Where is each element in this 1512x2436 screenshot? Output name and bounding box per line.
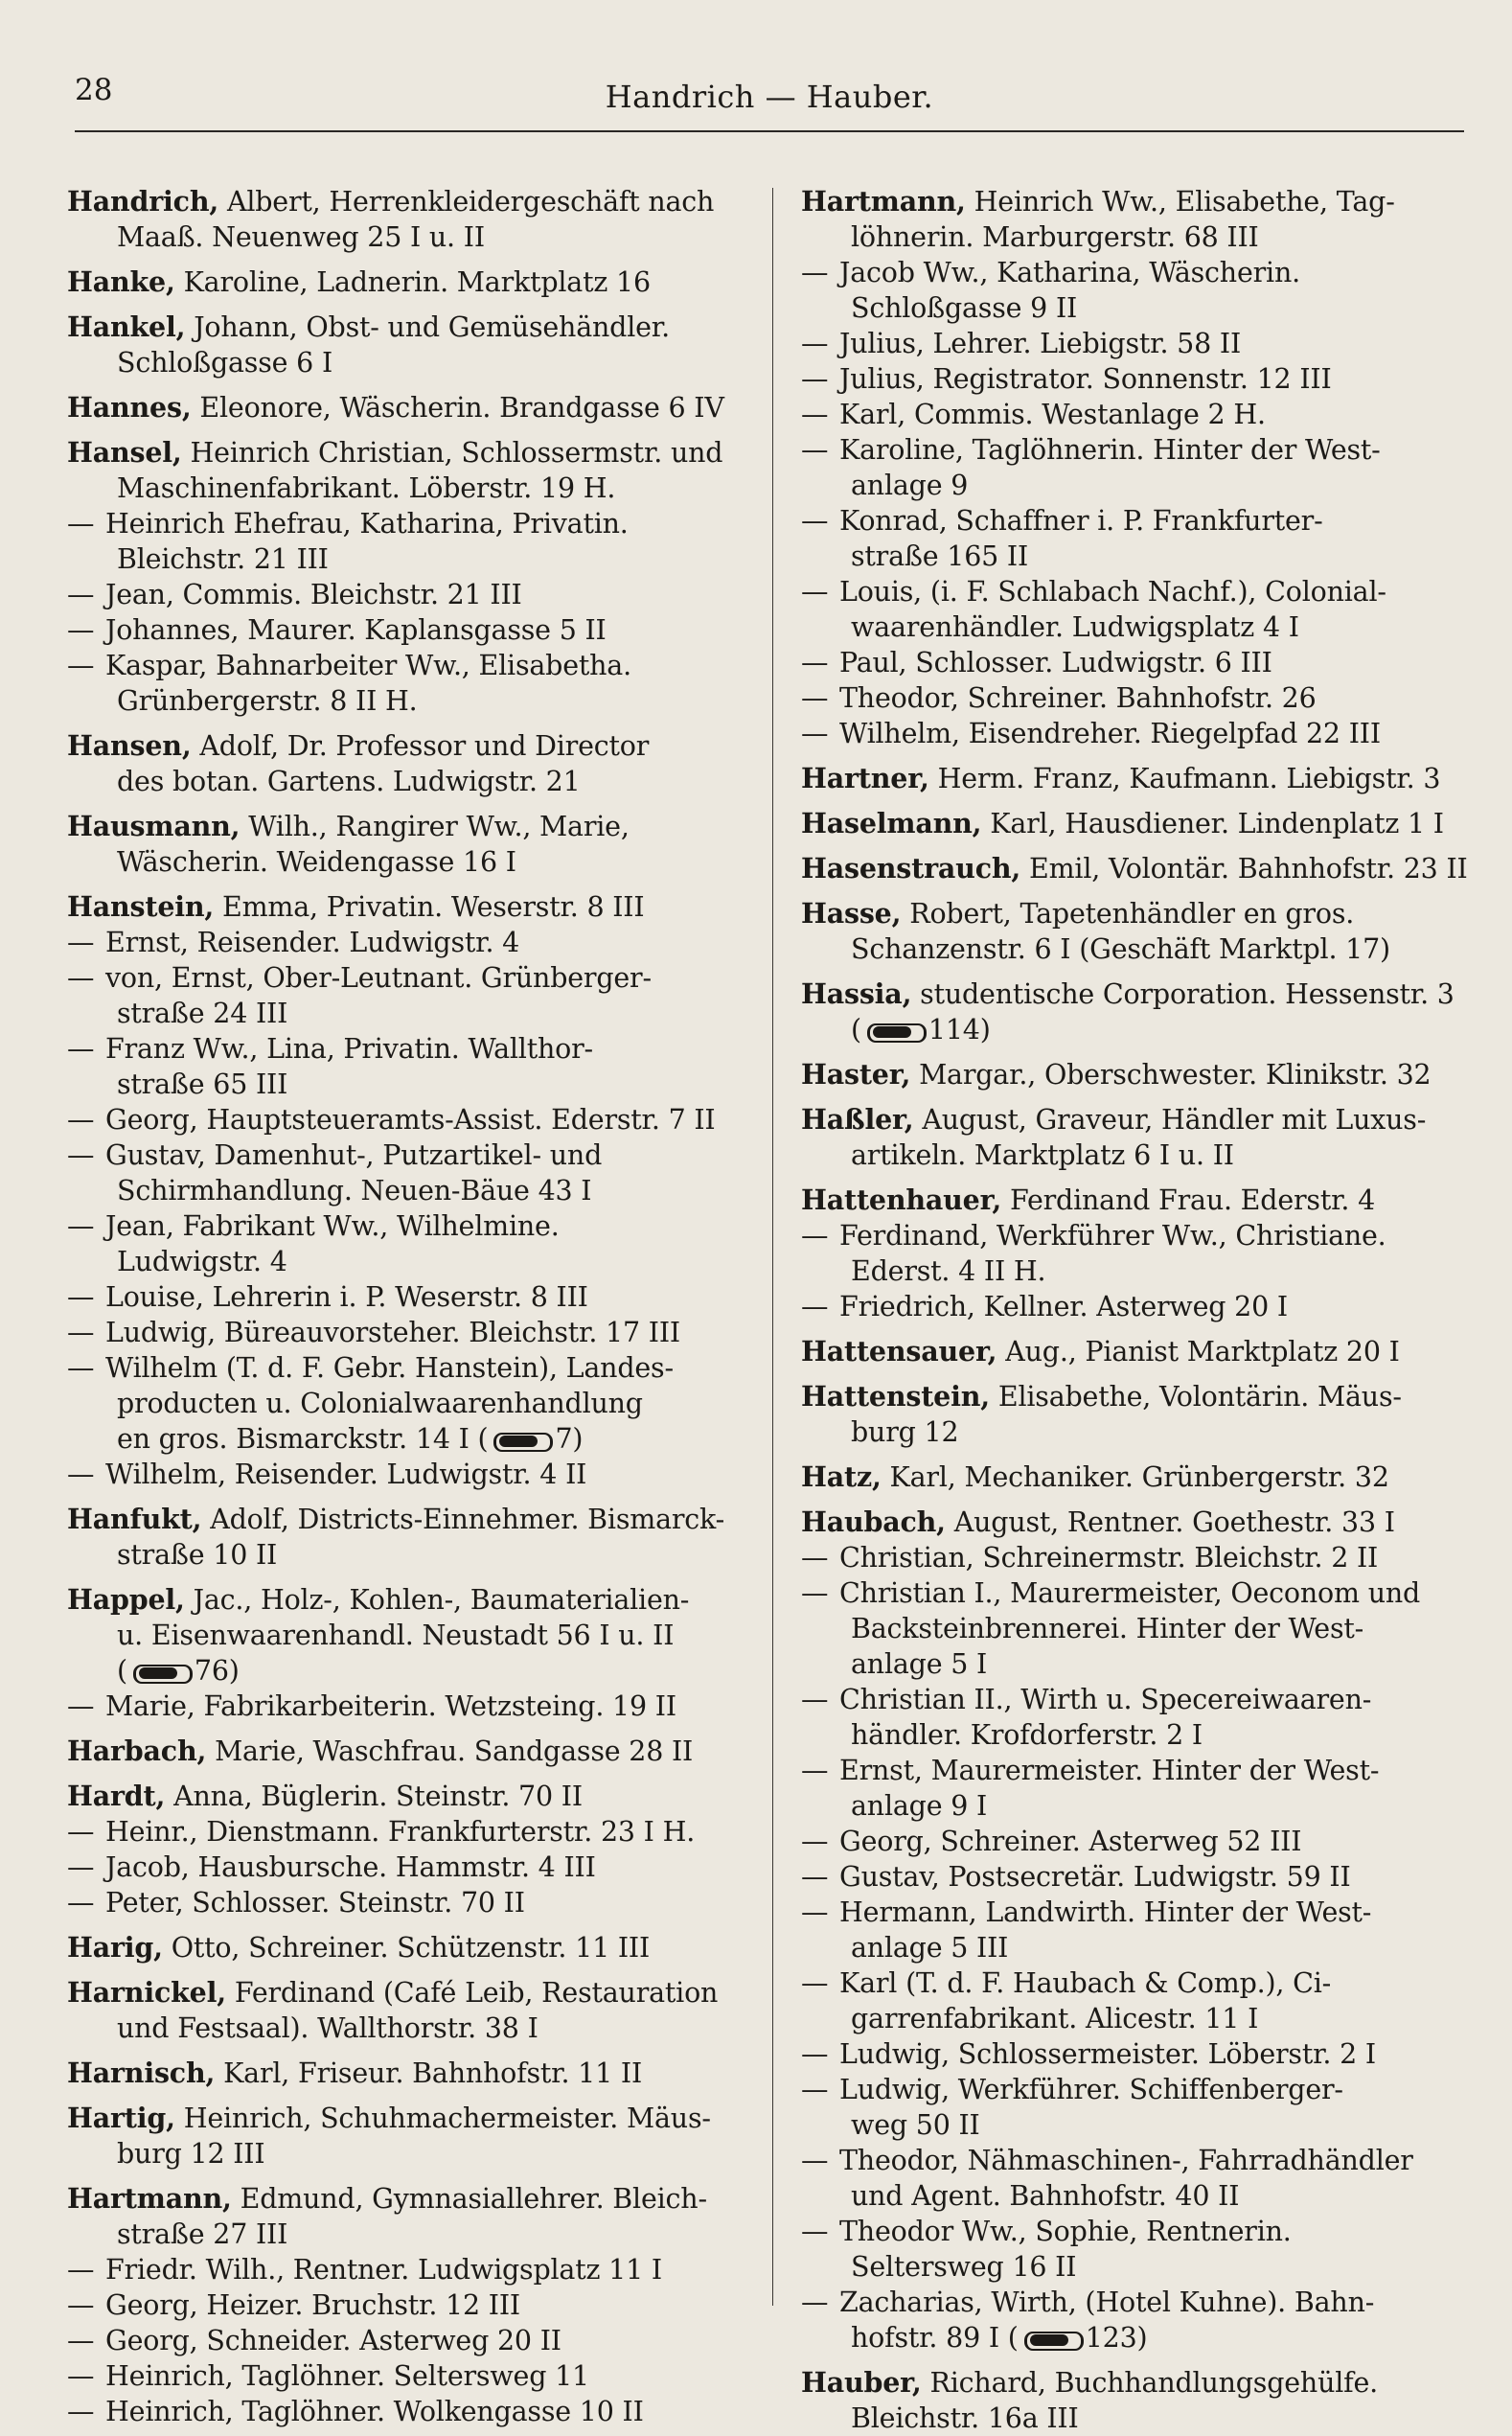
directory-entry bbox=[801, 1895, 1472, 1965]
surname: Hausmann, bbox=[67, 810, 241, 842]
entry-continuation: löhnerin. Marburgerstr. 68 III bbox=[851, 221, 1259, 253]
directory-entry bbox=[67, 1138, 757, 1208]
directory-entry bbox=[801, 2072, 1472, 2143]
directory-entry bbox=[801, 574, 1472, 645]
entry-continuation: Seltersweg 16 II bbox=[851, 2251, 1077, 2283]
entry-line: — Karoline, Taglöhnerin. Hinter der West- bbox=[801, 434, 1381, 466]
directory-entry bbox=[67, 264, 757, 300]
entry-line: — Gustav, Postsecretär. Ludwigstr. 59 II bbox=[801, 1861, 1351, 1893]
surname: Hasse, bbox=[801, 897, 902, 930]
directory-entry bbox=[67, 2252, 757, 2287]
surname: Hardt, bbox=[67, 1780, 166, 1812]
entry-line: Haster, Margar., Oberschwester. Klinikstr. 32 bbox=[801, 1058, 1432, 1091]
directory-entry bbox=[67, 960, 757, 1031]
directory-entry bbox=[67, 435, 757, 506]
surname: Hartner, bbox=[801, 762, 929, 794]
entry-line: Happel, Jac., Holz-, Kohlen-, Baumaterialien- bbox=[67, 1583, 690, 1616]
entry-line: — Ernst, Maurermeister. Hinter der West- bbox=[801, 1755, 1380, 1786]
entry-line: Hanfukt, Adolf, Districts-Einnehmer. Bismarck- bbox=[67, 1503, 725, 1535]
directory-entry bbox=[801, 1183, 1472, 1218]
telephone-icon bbox=[133, 1665, 189, 1682]
entry-continuation: ( 114) bbox=[851, 1014, 991, 1046]
directory-entry bbox=[67, 1850, 757, 1885]
entry-continuation: ( 76) bbox=[117, 1655, 240, 1687]
entry-line: Hartner, Herm. Franz, Kaufmann. Liebigstr. 3 bbox=[801, 762, 1441, 794]
entry-line: — von, Ernst, Ober-Leutnant. Grünberger- bbox=[67, 962, 652, 994]
directory-entry bbox=[801, 2036, 1472, 2072]
surname: Handrich, bbox=[67, 185, 219, 218]
page-header bbox=[75, 73, 1464, 132]
surname: Haselmann, bbox=[801, 807, 982, 839]
directory-entry bbox=[801, 432, 1472, 503]
surname: Hattenstein, bbox=[801, 1380, 990, 1413]
directory-entry bbox=[801, 255, 1472, 326]
repeat-dash: — bbox=[67, 1104, 95, 1136]
entry-line: — Wilhelm, Eisendreher. Riegelpfad 22 III bbox=[801, 718, 1381, 749]
entry-line: — Georg, Heizer. Bruchstr. 12 III bbox=[67, 2289, 520, 2321]
surname: Hattensauer, bbox=[801, 1335, 997, 1367]
entry-line: — Konrad, Schaffner i. P. Frankfurter- bbox=[801, 505, 1323, 537]
surname: Haster, bbox=[801, 1058, 911, 1091]
entry-continuation: Ederst. 4 II H. bbox=[851, 1255, 1046, 1287]
directory-entry bbox=[67, 728, 757, 799]
telephone-icon bbox=[493, 1433, 549, 1450]
repeat-dash: — bbox=[67, 1459, 95, 1490]
entry-continuation: hofstr. 89 I ( 123) bbox=[851, 2322, 1148, 2354]
directory-entry bbox=[67, 1689, 757, 1724]
directory-entry bbox=[67, 1502, 757, 1573]
repeat-dash: — bbox=[801, 2287, 829, 2318]
entry-line: Harnickel, Ferdinand (Café Leib, Restauration bbox=[67, 1976, 719, 2009]
entry-continuation: Grünbergerstr. 8 II H. bbox=[117, 685, 418, 717]
directory-entry bbox=[801, 1575, 1472, 1682]
entry-line: Hauber, Richard, Buchhandlungsgehülfe. bbox=[801, 2366, 1379, 2399]
surname: Hartmann, bbox=[67, 2182, 232, 2215]
repeat-dash: — bbox=[67, 650, 95, 681]
repeat-dash: — bbox=[801, 2038, 829, 2070]
entry-line: Haselmann, Karl, Hausdiener. Lindenplatz 1 I bbox=[801, 807, 1444, 839]
surname: Haubach, bbox=[801, 1505, 946, 1538]
directory-entry bbox=[67, 2181, 757, 2252]
directory-entry bbox=[67, 1930, 757, 1965]
directory-entry bbox=[801, 1859, 1472, 1895]
directory-entry bbox=[801, 645, 1472, 680]
entry-line: Hardt, Anna, Büglerin. Steinstr. 70 II bbox=[67, 1780, 583, 1812]
entry-continuation: weg 50 II bbox=[851, 2109, 980, 2141]
entry-line: Haubach, August, Rentner. Goethestr. 33 I bbox=[801, 1505, 1395, 1538]
entry-line: — Louise, Lehrerin i. P. Weserstr. 8 III bbox=[67, 1281, 588, 1313]
directory-entry bbox=[801, 397, 1472, 432]
surname: Harnickel, bbox=[67, 1976, 226, 2009]
right-column bbox=[801, 184, 1472, 2436]
entry-line: Hasse, Robert, Tapetenhändler en gros. bbox=[801, 897, 1355, 930]
surname: Hanke, bbox=[67, 265, 175, 298]
surname: Hartmann, bbox=[801, 185, 966, 218]
repeat-dash: — bbox=[67, 2289, 95, 2321]
repeat-dash: — bbox=[67, 1816, 95, 1848]
directory-entry bbox=[67, 2287, 757, 2323]
entry-line: Handrich, Albert, Herrenkleidergeschäft nach bbox=[67, 185, 715, 218]
repeat-dash: — bbox=[801, 328, 829, 359]
directory-entry bbox=[67, 184, 757, 255]
entry-line: Haßler, August, Graveur, Händler mit Luxus- bbox=[801, 1103, 1427, 1136]
entry-continuation: Maschinenfabrikant. Löberstr. 19 H. bbox=[117, 472, 616, 504]
repeat-dash: — bbox=[801, 1684, 829, 1715]
repeat-dash: — bbox=[67, 1210, 95, 1242]
directory-entry bbox=[67, 390, 757, 425]
repeat-dash: — bbox=[801, 2216, 829, 2247]
entry-continuation: und Agent. Bahnhofstr. 40 II bbox=[851, 2180, 1240, 2212]
directory-entry bbox=[801, 1965, 1472, 2036]
entry-continuation: anlage 9 I bbox=[851, 1790, 988, 1822]
entry-continuation: Schloßgasse 9 II bbox=[851, 292, 1078, 324]
repeat-dash: — bbox=[801, 576, 829, 608]
repeat-dash: — bbox=[67, 962, 95, 994]
entry-line: — Karl (T. d. F. Haubach & Comp.), Ci- bbox=[801, 1967, 1332, 1999]
directory-entry bbox=[67, 2358, 757, 2394]
surname: Hatz, bbox=[801, 1460, 882, 1493]
directory-entry bbox=[801, 361, 1472, 397]
telephone-icon bbox=[867, 1023, 923, 1041]
entry-continuation: burg 12 III bbox=[117, 2138, 265, 2170]
entry-line: Hatz, Karl, Mechaniker. Grünbergerstr. 32 bbox=[801, 1460, 1389, 1493]
entry-line: — Georg, Hauptsteueramts-Assist. Ederstr. 7 II bbox=[67, 1104, 716, 1136]
entry-continuation: des botan. Gartens. Ludwigstr. 21 bbox=[117, 766, 581, 797]
repeat-dash: — bbox=[801, 434, 829, 466]
page-number: 28 bbox=[75, 73, 113, 107]
entry-continuation: anlage 5 I bbox=[851, 1648, 988, 1680]
directory-entry bbox=[801, 977, 1472, 1047]
directory-entry bbox=[67, 1814, 757, 1850]
entry-line: Harig, Otto, Schreiner. Schützenstr. 11 III bbox=[67, 1931, 651, 1964]
directory-entry bbox=[801, 716, 1472, 751]
repeat-dash: — bbox=[67, 1139, 95, 1171]
entry-line: Hassia, studentische Corporation. Hessenstr. 3 bbox=[801, 977, 1455, 1010]
repeat-dash: — bbox=[67, 2360, 95, 2392]
entry-line: Hansen, Adolf, Dr. Professor und Director bbox=[67, 729, 650, 762]
directory-entry bbox=[67, 2323, 757, 2358]
directory-entry bbox=[801, 1289, 1472, 1324]
repeat-dash: — bbox=[801, 1291, 829, 1322]
entry-line: Harnisch, Karl, Friseur. Bahnhofstr. 11 II bbox=[67, 2057, 643, 2089]
surname: Hannes, bbox=[67, 391, 192, 424]
directory-entry bbox=[801, 806, 1472, 841]
directory-entry bbox=[801, 1682, 1472, 1753]
entry-line: — Marie, Fabrikarbeiterin. Wetzsteing. 19 II bbox=[67, 1690, 676, 1722]
entry-continuation: straße 65 III bbox=[117, 1069, 288, 1100]
directory-entry bbox=[801, 851, 1472, 886]
directory-entry bbox=[67, 2056, 757, 2091]
entry-line: — Christian, Schreinermstr. Bleichstr. 2 II bbox=[801, 1542, 1379, 1574]
surname: Hasenstrauch, bbox=[801, 852, 1021, 885]
repeat-dash: — bbox=[801, 1861, 829, 1893]
directory-entry bbox=[801, 1540, 1472, 1575]
directory-entry bbox=[67, 612, 757, 648]
entry-continuation: Bleichstr. 16a III bbox=[851, 2402, 1079, 2434]
entry-continuation: producten u. Colonialwaarenhandlung bbox=[117, 1388, 643, 1419]
directory-entry bbox=[67, 1582, 757, 1689]
entry-line: Harbach, Marie, Waschfrau. Sandgasse 28 II bbox=[67, 1735, 694, 1767]
entry-line: — Theodor, Schreiner. Bahnhofstr. 26 bbox=[801, 682, 1317, 714]
repeat-dash: — bbox=[67, 1851, 95, 1883]
surname: Haßler, bbox=[801, 1103, 914, 1136]
entry-continuation: Schanzenstr. 6 I (Geschäft Marktpl. 17) bbox=[851, 933, 1390, 965]
entry-line: — Christian I., Maurermeister, Oeconom und bbox=[801, 1577, 1421, 1609]
entry-continuation: garrenfabrikant. Alicestr. 11 I bbox=[851, 2003, 1259, 2034]
entry-line: — Heinr., Dienstmann. Frankfurterstr. 23 I H. bbox=[67, 1816, 696, 1848]
repeat-dash: — bbox=[67, 614, 95, 646]
surname: Happel, bbox=[67, 1583, 185, 1616]
entry-line: — Hermann, Landwirth. Hinter der West- bbox=[801, 1896, 1372, 1928]
entry-line: Hartmann, Heinrich Ww., Elisabethe, Tag- bbox=[801, 185, 1395, 218]
entry-continuation: Bleichstr. 21 III bbox=[117, 543, 329, 575]
entry-continuation: händler. Krofdorferstr. 2 I bbox=[851, 1719, 1203, 1751]
entry-line: Hansel, Heinrich Christian, Schlossermstr. und bbox=[67, 436, 723, 469]
directory-entry bbox=[67, 1975, 757, 2046]
running-head: Handrich — Hauber. bbox=[605, 79, 934, 115]
entry-continuation: Schloßgasse 6 I bbox=[117, 347, 333, 379]
repeat-dash: — bbox=[67, 1690, 95, 1722]
entry-continuation: Backsteinbrennerei. Hinter der West- bbox=[851, 1613, 1364, 1644]
entry-line: — Paul, Schlosser. Ludwigstr. 6 III bbox=[801, 647, 1272, 678]
entry-line: — Jean, Commis. Bleichstr. 21 III bbox=[67, 579, 522, 610]
entry-line: — Ferdinand, Werkführer Ww., Christiane. bbox=[801, 1220, 1386, 1252]
entry-line: — Jean, Fabrikant Ww., Wilhelmine. bbox=[67, 1210, 560, 1242]
directory-entry bbox=[801, 1824, 1472, 1859]
entry-line: — Franz Ww., Lina, Privatin. Wallthor- bbox=[67, 1033, 593, 1065]
repeat-dash: — bbox=[801, 1826, 829, 1857]
entry-continuation: straße 24 III bbox=[117, 998, 288, 1029]
repeat-dash: — bbox=[67, 2254, 95, 2286]
entry-line: — Heinrich, Taglöhner. Wolkengasse 10 II bbox=[67, 2396, 644, 2427]
directory-entry bbox=[801, 680, 1472, 716]
directory-entry bbox=[67, 577, 757, 612]
surname: Harbach, bbox=[67, 1735, 207, 1767]
repeat-dash: — bbox=[801, 1220, 829, 1252]
entry-continuation: burg 12 bbox=[851, 1416, 959, 1448]
entry-continuation: anlage 9 bbox=[851, 470, 969, 501]
entry-line: — Christian II., Wirth u. Specereiwaaren- bbox=[801, 1684, 1372, 1715]
entry-continuation: Maaß. Neuenweg 25 I u. II bbox=[117, 221, 485, 253]
telephone-icon bbox=[1024, 2332, 1080, 2349]
surname: Harig, bbox=[67, 1931, 163, 1964]
entry-line: — Georg, Schreiner. Asterweg 52 III bbox=[801, 1826, 1302, 1857]
repeat-dash: — bbox=[801, 399, 829, 430]
repeat-dash: — bbox=[801, 1967, 829, 1999]
repeat-dash: — bbox=[67, 1281, 95, 1313]
surname: Hanstein, bbox=[67, 890, 215, 923]
directory-entry bbox=[67, 1102, 757, 1138]
repeat-dash: — bbox=[801, 1896, 829, 1928]
entry-line: Hattensauer, Aug., Pianist Marktplatz 20 I bbox=[801, 1335, 1400, 1367]
entry-line: Hattenstein, Elisabethe, Volontärin. Mäus- bbox=[801, 1380, 1402, 1413]
entry-line: — Ernst, Reisender. Ludwigstr. 4 bbox=[67, 927, 520, 958]
column-divider bbox=[772, 188, 773, 2306]
entry-line: — Theodor Ww., Sophie, Rentnerin. bbox=[801, 2216, 1292, 2247]
directory-entry bbox=[801, 1753, 1472, 1824]
directory-entry bbox=[801, 326, 1472, 361]
repeat-dash: — bbox=[801, 257, 829, 288]
repeat-dash: — bbox=[67, 927, 95, 958]
entry-line: — Wilhelm (T. d. F. Gebr. Hanstein), Landes- bbox=[67, 1352, 674, 1384]
entry-line: — Georg, Schneider. Asterweg 20 II bbox=[67, 2325, 561, 2356]
directory-entry bbox=[67, 809, 757, 880]
directory-entry bbox=[67, 1779, 757, 1814]
entry-line: — Louis, (i. F. Schlabach Nachf.), Colonial- bbox=[801, 576, 1386, 608]
directory-entry bbox=[801, 1505, 1472, 1540]
entry-line: — Zacharias, Wirth, (Hotel Kuhne). Bahn- bbox=[801, 2287, 1375, 2318]
entry-continuation: Ludwigstr. 4 bbox=[117, 1246, 287, 1277]
entry-line: Hanke, Karoline, Ladnerin. Marktplatz 16 bbox=[67, 265, 651, 298]
directory-entry bbox=[67, 1457, 757, 1492]
entry-line: — Jacob, Hausbursche. Hammstr. 4 III bbox=[67, 1851, 596, 1883]
repeat-dash: — bbox=[67, 1887, 95, 1919]
entry-continuation: waarenhändler. Ludwigsplatz 4 I bbox=[851, 611, 1299, 643]
surname: Hattenhauer, bbox=[801, 1184, 1002, 1216]
directory-entry bbox=[801, 2143, 1472, 2214]
entry-line: — Gustav, Damenhut-, Putzartikel- und bbox=[67, 1139, 603, 1171]
entry-line: — Heinrich Ehefrau, Katharina, Privatin. bbox=[67, 508, 629, 540]
repeat-dash: — bbox=[67, 579, 95, 610]
directory-entry bbox=[801, 761, 1472, 796]
surname: Hansel, bbox=[67, 436, 182, 469]
directory-entry bbox=[67, 310, 757, 380]
entry-continuation: anlage 5 III bbox=[851, 1932, 1009, 1964]
directory-entry bbox=[801, 2365, 1472, 2436]
entry-line: Hattenhauer, Ferdinand Frau. Ederstr. 4 bbox=[801, 1184, 1376, 1216]
directory-entry bbox=[801, 1057, 1472, 1092]
repeat-dash: — bbox=[67, 2396, 95, 2427]
entry-continuation: Wäscherin. Weidengasse 16 I bbox=[117, 846, 516, 878]
repeat-dash: — bbox=[67, 2325, 95, 2356]
directory-entry bbox=[801, 184, 1472, 255]
directory-entry bbox=[67, 1885, 757, 1920]
repeat-dash: — bbox=[801, 647, 829, 678]
entry-line: — Peter, Schlosser. Steinstr. 70 II bbox=[67, 1887, 525, 1919]
entry-line: — Ludwig, Büreauvorsteher. Bleichstr. 17 III bbox=[67, 1317, 680, 1348]
repeat-dash: — bbox=[801, 1542, 829, 1574]
directory-entry bbox=[67, 506, 757, 577]
repeat-dash: — bbox=[67, 1352, 95, 1384]
directory-entry bbox=[801, 2214, 1472, 2285]
entry-line: — Kaspar, Bahnarbeiter Ww., Elisabetha. bbox=[67, 650, 631, 681]
entry-line: Hausmann, Wilh., Rangirer Ww., Marie, bbox=[67, 810, 630, 842]
entry-continuation: en gros. Bismarckstr. 14 I ( 7) bbox=[117, 1423, 584, 1455]
directory-entry bbox=[801, 2285, 1472, 2356]
entry-line: — Jacob Ww., Katharina, Wäscherin. bbox=[801, 257, 1300, 288]
entry-line: — Karl, Commis. Westanlage 2 H. bbox=[801, 399, 1266, 430]
directory-entry bbox=[801, 1218, 1472, 1289]
repeat-dash: — bbox=[801, 2145, 829, 2176]
directory-entry bbox=[67, 1315, 757, 1350]
surname: Hansen, bbox=[67, 729, 192, 762]
directory-entry bbox=[67, 1279, 757, 1315]
entry-line: Hartig, Heinrich, Schuhmachermeister. Mäus- bbox=[67, 2102, 711, 2134]
directory-entry bbox=[801, 503, 1472, 574]
entry-continuation: artikeln. Marktplatz 6 I u. II bbox=[851, 1139, 1234, 1171]
left-column bbox=[67, 184, 757, 2429]
entry-line: — Friedr. Wilh., Rentner. Ludwigsplatz 11 I bbox=[67, 2254, 662, 2286]
entry-line: — Julius, Registrator. Sonnenstr. 12 III bbox=[801, 363, 1332, 395]
entry-line: Hartmann, Edmund, Gymnasiallehrer. Bleich- bbox=[67, 2182, 707, 2215]
entry-line: — Julius, Lehrer. Liebigstr. 58 II bbox=[801, 328, 1241, 359]
entry-continuation: u. Eisenwaarenhandl. Neustadt 56 I u. II bbox=[117, 1620, 675, 1651]
entry-line: — Johannes, Maurer. Kaplansgasse 5 II bbox=[67, 614, 607, 646]
repeat-dash: — bbox=[67, 508, 95, 540]
repeat-dash: — bbox=[801, 682, 829, 714]
repeat-dash: — bbox=[67, 1317, 95, 1348]
directory-entry bbox=[67, 648, 757, 719]
directory-entry bbox=[801, 1459, 1472, 1495]
directory-entry bbox=[67, 1350, 757, 1457]
directory-entry bbox=[801, 896, 1472, 967]
entry-line: Hasenstrauch, Emil, Volontär. Bahnhofstr. 23 II bbox=[801, 852, 1468, 885]
directory-entry bbox=[801, 1102, 1472, 1173]
entry-line: — Wilhelm, Reisender. Ludwigstr. 4 II bbox=[67, 1459, 587, 1490]
entry-line: Hanstein, Emma, Privatin. Weserstr. 8 III bbox=[67, 890, 645, 923]
entry-line: Hannes, Eleonore, Wäscherin. Brandgasse 6 IV bbox=[67, 391, 724, 424]
directory-entry bbox=[67, 889, 757, 925]
directory-entry bbox=[67, 925, 757, 960]
entry-continuation: straße 10 II bbox=[117, 1539, 278, 1571]
repeat-dash: — bbox=[801, 1755, 829, 1786]
entry-continuation: Schirmhandlung. Neuen-Bäue 43 I bbox=[117, 1175, 592, 1207]
entry-line: Hankel, Johann, Obst- und Gemüsehändler. bbox=[67, 310, 670, 343]
entry-line: — Ludwig, Schlossermeister. Löberstr. 2 I bbox=[801, 2038, 1376, 2070]
directory-entry bbox=[67, 2394, 757, 2429]
directory-entry bbox=[801, 1379, 1472, 1450]
directory-entry bbox=[67, 1734, 757, 1769]
repeat-dash: — bbox=[67, 1033, 95, 1065]
directory-entry bbox=[801, 1334, 1472, 1369]
repeat-dash: — bbox=[801, 718, 829, 749]
entry-line: — Ludwig, Werkführer. Schiffenberger- bbox=[801, 2074, 1343, 2105]
surname: Hanfukt, bbox=[67, 1503, 202, 1535]
directory-entry bbox=[67, 1031, 757, 1102]
surname: Hartig, bbox=[67, 2102, 175, 2134]
surname: Hassia, bbox=[801, 977, 912, 1010]
surname: Hankel, bbox=[67, 310, 186, 343]
surname: Harnisch, bbox=[67, 2057, 216, 2089]
repeat-dash: — bbox=[801, 1577, 829, 1609]
repeat-dash: — bbox=[801, 2074, 829, 2105]
repeat-dash: — bbox=[801, 505, 829, 537]
entry-continuation: und Festsaal). Wallthorstr. 38 I bbox=[117, 2012, 538, 2044]
entry-continuation: straße 27 III bbox=[117, 2218, 288, 2250]
entry-line: — Theodor, Nähmaschinen-, Fahrradhändler bbox=[801, 2145, 1413, 2176]
directory-entry bbox=[67, 1208, 757, 1279]
directory-entry bbox=[67, 2101, 757, 2172]
repeat-dash: — bbox=[801, 363, 829, 395]
entry-line: — Heinrich, Taglöhner. Seltersweg 11 bbox=[67, 2360, 589, 2392]
entry-line: — Friedrich, Kellner. Asterweg 20 I bbox=[801, 1291, 1288, 1322]
entry-continuation: straße 165 II bbox=[851, 540, 1029, 572]
surname: Hauber, bbox=[801, 2366, 922, 2399]
